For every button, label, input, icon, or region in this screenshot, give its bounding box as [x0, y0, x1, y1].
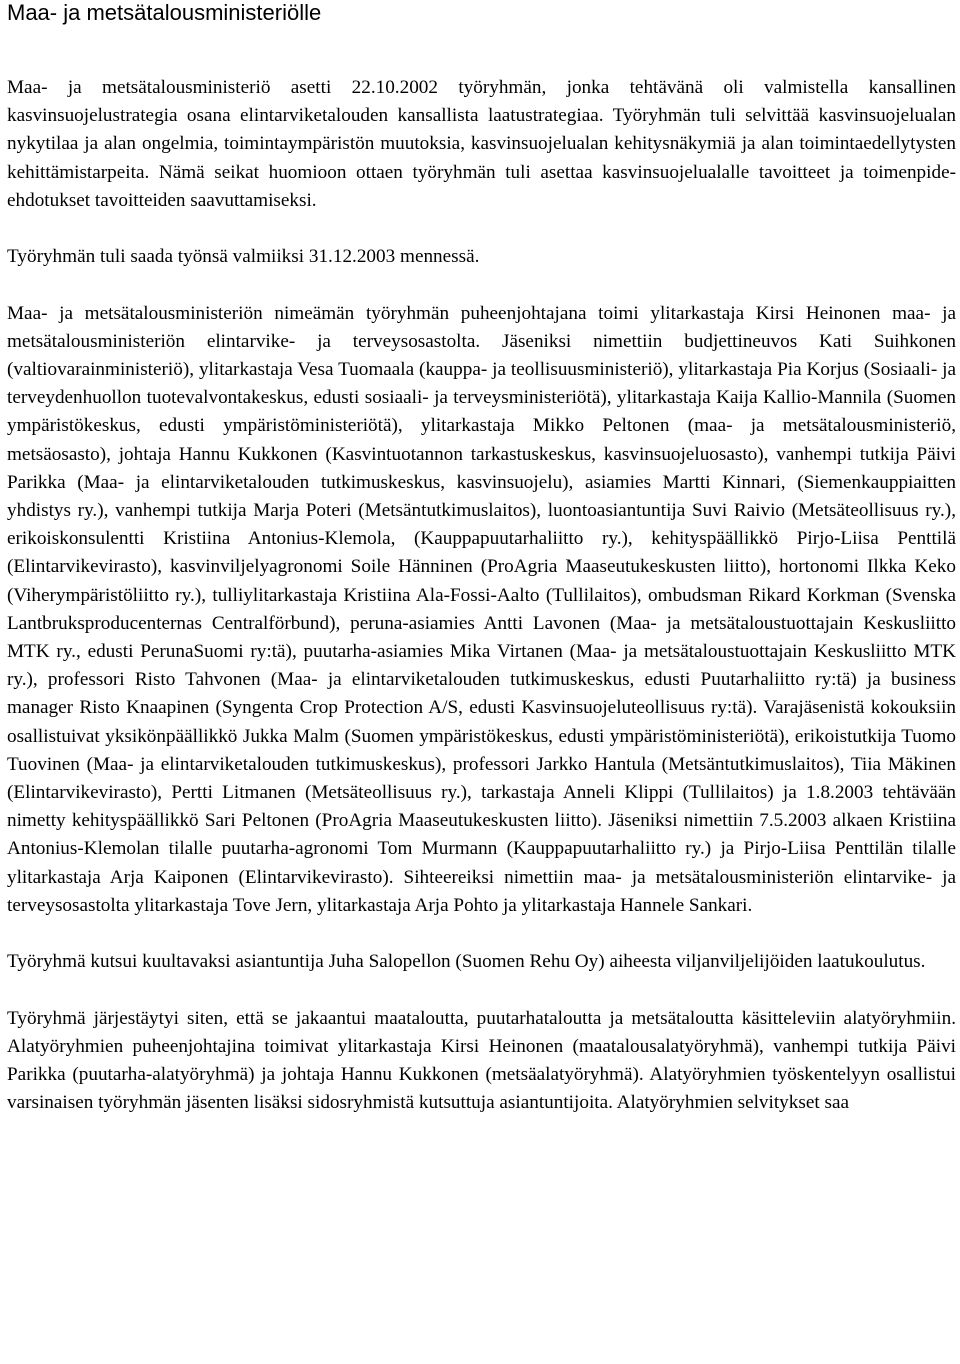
document-page	[7, 0, 956, 1117]
paragraph-subgroups: Työryhmä järjestäytyi siten, että se jakaantui maataloutta, puutarhataloutta ja metsätaloutta käsitteleviin alatyöryhmiin. Alatyöryhmien puheenjohtajina toimivat ylitarkastaja Kirsi Heinonen (maatalousalatyöryhmä), vanhempi tutkija Päivi Parikka (puutarha-alatyöryhmä) ja johtaja Hannu Kukkonen (metsäalatyöryhmä). Alatyöryhmien työskentelyyn osallistui varsinaisen työryhmän jäsenten lisäksi sidosryhmistä kutsuttuja asiantuntijoita. Alatyöryhmien selvitykset saa	[7, 1007, 956, 1114]
paragraph-deadline: Työryhmän tuli saada työnsä valmiiksi 31.12.2003 mennessä.	[7, 246, 480, 268]
paragraph-members: Maa- ja metsätalousministeriön nimeämän työryhmän puheenjohtajana toimi ylitarkastaja Kirsi Heinonen maa- ja metsätalousministeriön elintarvike- ja terveysosastolta. Jäseniksi nimettiin budjettineuvos Kati Suihkonen (valtiovarainministeriö), ylitarkastaja Vesa Tuomaala (kauppa- ja teollisuusministeriö), ylitarkastaja Pia Korjus (Sosiaali- ja terveydenhuollon tuotevalvontakeskus, edusti sosiaali- ja terveysministeriötä), ylitarkastaja Kaija Kallio-Mannila (Suomen ympäristökeskus, edusti ympäristöministeriötä), ylitarkastaja Mikko Peltonen (maa- ja metsätalousministeriö, metsäosasto), johtaja Hannu Kukkonen (Kasvintuotannon tarkastuskeskus, kasvinsuojeluosasto), vanhempi tutkija Päivi Parikka (Maa- ja elintarviketalouden tutkimuskeskus, kasvinsuojelu), asiamies Martti Kinnari, (Siemenkauppiaitten yhdistys ry.), vanhempi tutkija Marja Poteri (Metsäntutkimuslaitos), luontoasiantuntija Suvi Raivio (Metsäteollisuus ry.), erikoiskonsulentti Kristiina Antonius-Klemola, (Kauppapuutarhaliitto ry.), kehityspäällikkö Pirjo-Liisa Penttilä (Elintarvikevirasto), kasvinviljelyagronomi Soile Hänninen (ProAgria Maaseutukeskusten liitto), hortonomi Ilkka Keko (Viherympäristöliitto ry.), tulliylitarkastaja Kristiina Ala-Fossi-Aalto (Tullilaitos), ombudsman Rikard Korkman (Svenska Lantbruksproducenternas Centralförbund), peruna-asiamies Antti Lavonen (Maa- ja metsätaloustuottajain Keskusliitto MTK ry., edusti PerunaSuomi ry:tä), puutarha-asiamies Mika Virtanen (Maa- ja metsätaloustuottajain Keskusliitto MTK ry.), professori Risto Tahvonen (Maa- ja elintarviketalouden tutkimuskeskus, edusti Puutarhaliitto ry:tä) ja business manager Risto Knaapinen (Syngenta Crop Protection A/S, edusti Kasvinsuojeluteollisuus ry:tä). Varajäsenistä kokouksiin osallistuivat yksikönpäällikkö Jukka Malm (Suomen ympäristökeskus, edusti ympäristöministeriötä), erikoistutkija Tuomo Tuovinen (Maa- ja elintarviketalouden tutkimuskeskus), professori Jarkko Hantula (Metsäntutkimuslaitos), Tiia Mäkinen (Elintarvikevirasto), Pertti Litmanen (Metsäteollisuus ry.), tarkastaja Anneli Klippi (Tullilaitos) ja 1.8.2003 tehtävään nimetty kehityspäällikkö Sari Peltonen (ProAgria Maaseutukeskusten liitto). Jäseniksi nimettiin 7.5.2003 alkaen Kristiina Antonius-Klemolan tilalle puutarha-agronomi Tom Murmann (Kauppapuutarhaliitto ry.) ja Pirjo-Liisa Penttilän tilalle ylitarkastaja Arja Kaiponen (Elintarvikevirasto). Sihteereiksi nimettiin maa- ja metsätalousministeriön elintarvike- ja terveysosastolta ylitarkastaja Tove Jern, ylitarkastaja Arja Pohto ja ylitarkastaja Hannele Sankari.	[7, 302, 956, 916]
document-heading: Maa- ja metsätalousministeriölle	[7, 0, 322, 25]
paragraph-assignment: Maa- ja metsätalousministeriö asetti 22.10.2002 työryhmän, jonka tehtävänä oli valmistella kansallinen kasvinsuojelustrategia osana elintarviketalouden kansallista laatustrategiaa. Työryhmän tuli selvittää kasvinsuojelualan nykytilaa ja alan ongelmia, toimintaympäristön muutoksia, kasvinsuojelualan kehitysnäkymiä ja alan toimintaedellytysten kehittämistarpeita. Nämä seikat huomioon ottaen työryhmän tuli asettaa kasvinsuojelualalle tavoitteet ja toimenpide-ehdotukset tavoitteiden saavuttamiseksi.	[7, 77, 956, 211]
paragraph-expert: Työryhmä kutsui kuultavaksi asiantuntija Juha Salopellon (Suomen Rehu Oy) aiheesta viljanviljelijöiden laatukoulutus.	[7, 951, 926, 973]
